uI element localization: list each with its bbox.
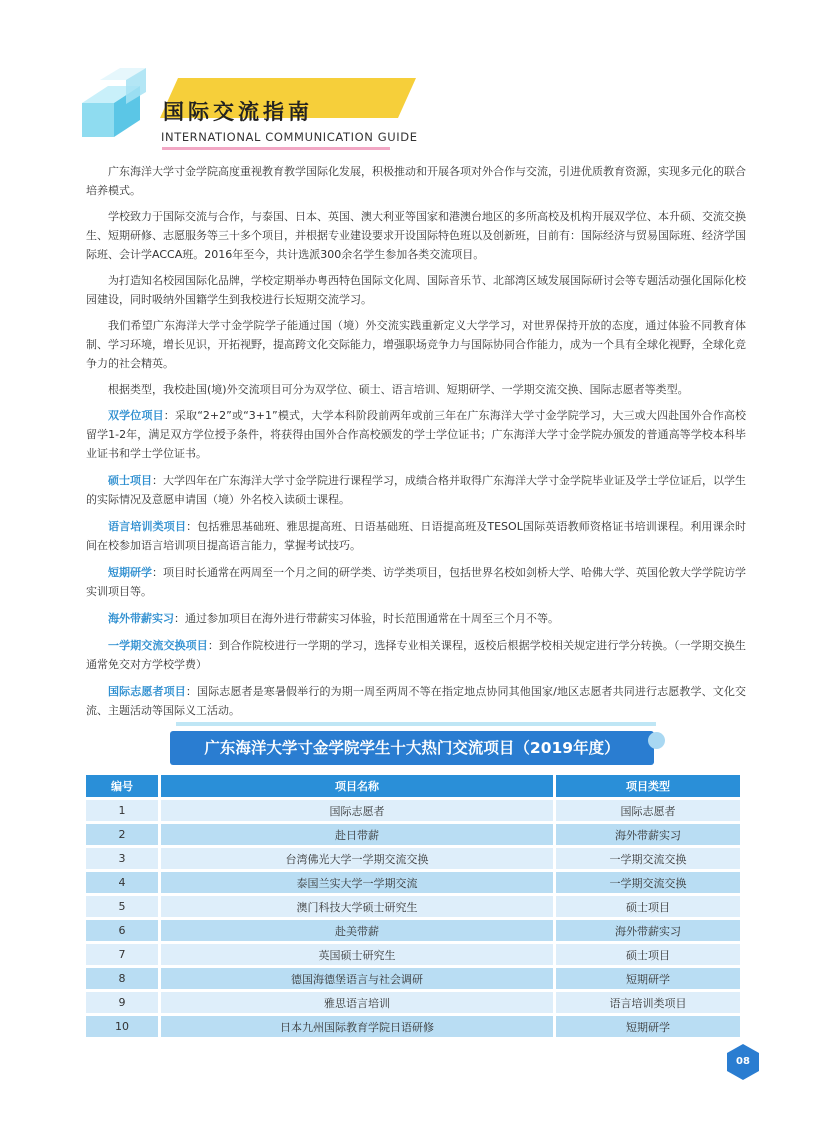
program-description: ：通过参加项目在海外进行带薪实习体验，时长范围通常在十周至三个月不等。 [174, 612, 559, 625]
program-description: ：采取“2+2”或“3+1”模式，大学本科阶段前两年或前三年在广东海洋大学寸金学院学习，大三或大四赴国外合作高校留学1-2年，满足双方学位授予条件，将获得由国外合作高校颁发的学士学位证书；广东海洋大学寸金学院办颁发的普通高等学校本科毕业证书和学士学位证书。 [86, 409, 746, 460]
intro-paragraph: 广东海洋大学寸金学院高度重视教育教学国际化发展，积极推动和开展各项对外合作与交流，引进优质教育资源，实现多元化的联合培养模式。 [86, 165, 746, 197]
cell-number: 8 [86, 968, 158, 989]
cell-name: 雅思语言培训 [158, 992, 553, 1013]
cell-number: 9 [86, 992, 158, 1013]
cell-number: 6 [86, 920, 158, 941]
program-keyword: 一学期交流交换项目 [108, 639, 208, 652]
table-title: 广东海洋大学寸金学院学生十大热门交流项目（2019年度） [204, 739, 620, 757]
program-item-paid-internship [86, 609, 746, 628]
cell-type: 硕士项目 [553, 896, 740, 917]
cell-number: 2 [86, 824, 158, 845]
program-keyword: 国际志愿者项目 [108, 685, 186, 698]
program-keyword: 海外带薪实习 [108, 612, 174, 625]
table-row [86, 1016, 740, 1037]
cell-type: 一学期交流交换 [553, 872, 740, 893]
cell-number: 1 [86, 800, 158, 821]
cell-number: 7 [86, 944, 158, 965]
intro-paragraph: 学校致力于国际交流与合作，与泰国、日本、英国、澳大利亚等国家和港澳台地区的多所高校及机构开展双学位、本升硕、交流交换生、短期研修、志愿服务等三十多个项目，并根据专业建设要求开设国际特色班以及创新班，目前有：国际经济与贸易国际班、经济学国际班、会计学ACCA班。2016年至今，共计选派300余名学生参加各类交流项目。 [86, 210, 746, 261]
header-pink-line [162, 147, 390, 150]
page-number: 08 [736, 1056, 750, 1067]
cell-name: 赴美带薪 [158, 920, 553, 941]
program-keyword: 硕士项目 [108, 474, 152, 487]
table-row [86, 992, 740, 1013]
cell-number: 4 [86, 872, 158, 893]
program-keyword: 双学位项目 [108, 409, 164, 422]
program-description: ：项目时长通常在两周至一个月之间的研学类、访学类项目，包括世界名校如剑桥大学、哈佛大学、英国伦敦大学学院访学实训项目等。 [86, 566, 746, 598]
table-row [86, 896, 740, 917]
banner-accent-line [176, 722, 656, 726]
program-description: ：大学四年在广东海洋大学寸金学院进行课程学习，成绩合格并取得广东海洋大学寸金学院毕业证及学士学位证后，以学生的实际情况及意愿申请国（境）外名校入读硕士课程。 [86, 474, 746, 506]
cell-name: 英国硕士研究生 [158, 944, 553, 965]
cell-type: 硕士项目 [553, 944, 740, 965]
program-item-language [86, 517, 746, 555]
program-keyword: 短期研学 [108, 566, 152, 579]
page-subtitle: INTERNATIONAL COMMUNICATION GUIDE [161, 130, 418, 144]
column-header-name: 项目名称 [158, 775, 553, 797]
top-programs-table [86, 772, 740, 1040]
table-row [86, 944, 740, 965]
cell-name: 德国海德堡语言与社会调研 [158, 968, 553, 989]
cell-number: 10 [86, 1016, 158, 1037]
cell-name: 国际志愿者 [158, 800, 553, 821]
cell-type: 一学期交流交换 [553, 848, 740, 869]
table-row [86, 824, 740, 845]
page-title: 国际交流指南 [163, 100, 313, 124]
program-item-volunteer [86, 682, 746, 720]
page-header [0, 0, 827, 160]
program-description: ：到合作院校进行一学期的学习，选择专业相关课程，返校后根据学校相关规定进行学分转换。（一学期交换生通常免交对方学校学费） [86, 639, 747, 671]
cell-name: 台湾佛光大学一学期交流交换 [158, 848, 553, 869]
column-header-number: 编号 [86, 775, 158, 797]
cell-name: 日本九州国际教育学院日语研修 [158, 1016, 553, 1037]
program-keyword: 语言培训类项目 [108, 520, 187, 533]
intro-paragraph: 根据类型，我校赴国(境)外交流项目可分为双学位、硕士、语言培训、短期研学、一学期交流交换、国际志愿者等类型。 [108, 383, 689, 396]
cell-type: 短期研学 [553, 1016, 740, 1037]
cell-type: 海外带薪实习 [553, 920, 740, 941]
program-item-semester-exchange [86, 636, 746, 674]
table-row [86, 872, 740, 893]
cube-icon [82, 68, 146, 137]
intro-paragraph: 我们希望广东海洋大学寸金学院学子能通过国（境）外交流实践重新定义大学学习，对世界保持开放的态度，通过体验不同教育体制、学习环境，增长见识，开拓视野，提高跨文化交际能力，增强职场竞争力与国际协同合作能力，成为一个具有全球化视野，全球化竞争力的社会精英。 [86, 319, 746, 370]
column-header-type: 项目类型 [553, 775, 740, 797]
program-item-master [86, 471, 746, 509]
guide-body [86, 162, 746, 728]
cell-name: 泰国兰实大学一学期交流 [158, 872, 553, 893]
table-row [86, 920, 740, 941]
cell-type: 短期研学 [553, 968, 740, 989]
cell-number: 5 [86, 896, 158, 917]
intro-paragraph: 为打造知名校园国际化品牌，学校定期举办粤西特色国际文化周、国际音乐节、北部湾区域发展国际研讨会等专题活动强化国际化校园建设，同时吸纳外国籍学生到我校进行长短期交流学习。 [86, 274, 746, 306]
program-item-double-degree [86, 406, 746, 463]
table-row [86, 968, 740, 989]
cell-type: 海外带薪实习 [553, 824, 740, 845]
cell-name: 澳门科技大学硕士研究生 [158, 896, 553, 917]
table-row [86, 800, 740, 821]
cell-type: 国际志愿者 [553, 800, 740, 821]
cell-type: 语言培训类项目 [553, 992, 740, 1013]
cell-name: 赴日带薪 [158, 824, 553, 845]
program-description: ：国际志愿者是寒暑假举行的为期一周至两周不等在指定地点协同其他国家/地区志愿者共同进行志愿教学、文化交流、主题活动等国际义工活动。 [86, 685, 747, 717]
program-item-short-study [86, 563, 746, 601]
program-description: ：包括雅思基础班、雅思提高班、日语基础班、日语提高班及TESOL国际英语教师资格证书培训课程。利用课余时间在校参加语言培训项目提高语言能力，掌握考试技巧。 [86, 520, 746, 552]
cell-number: 3 [86, 848, 158, 869]
table-header-row [86, 775, 740, 797]
table-row [86, 848, 740, 869]
